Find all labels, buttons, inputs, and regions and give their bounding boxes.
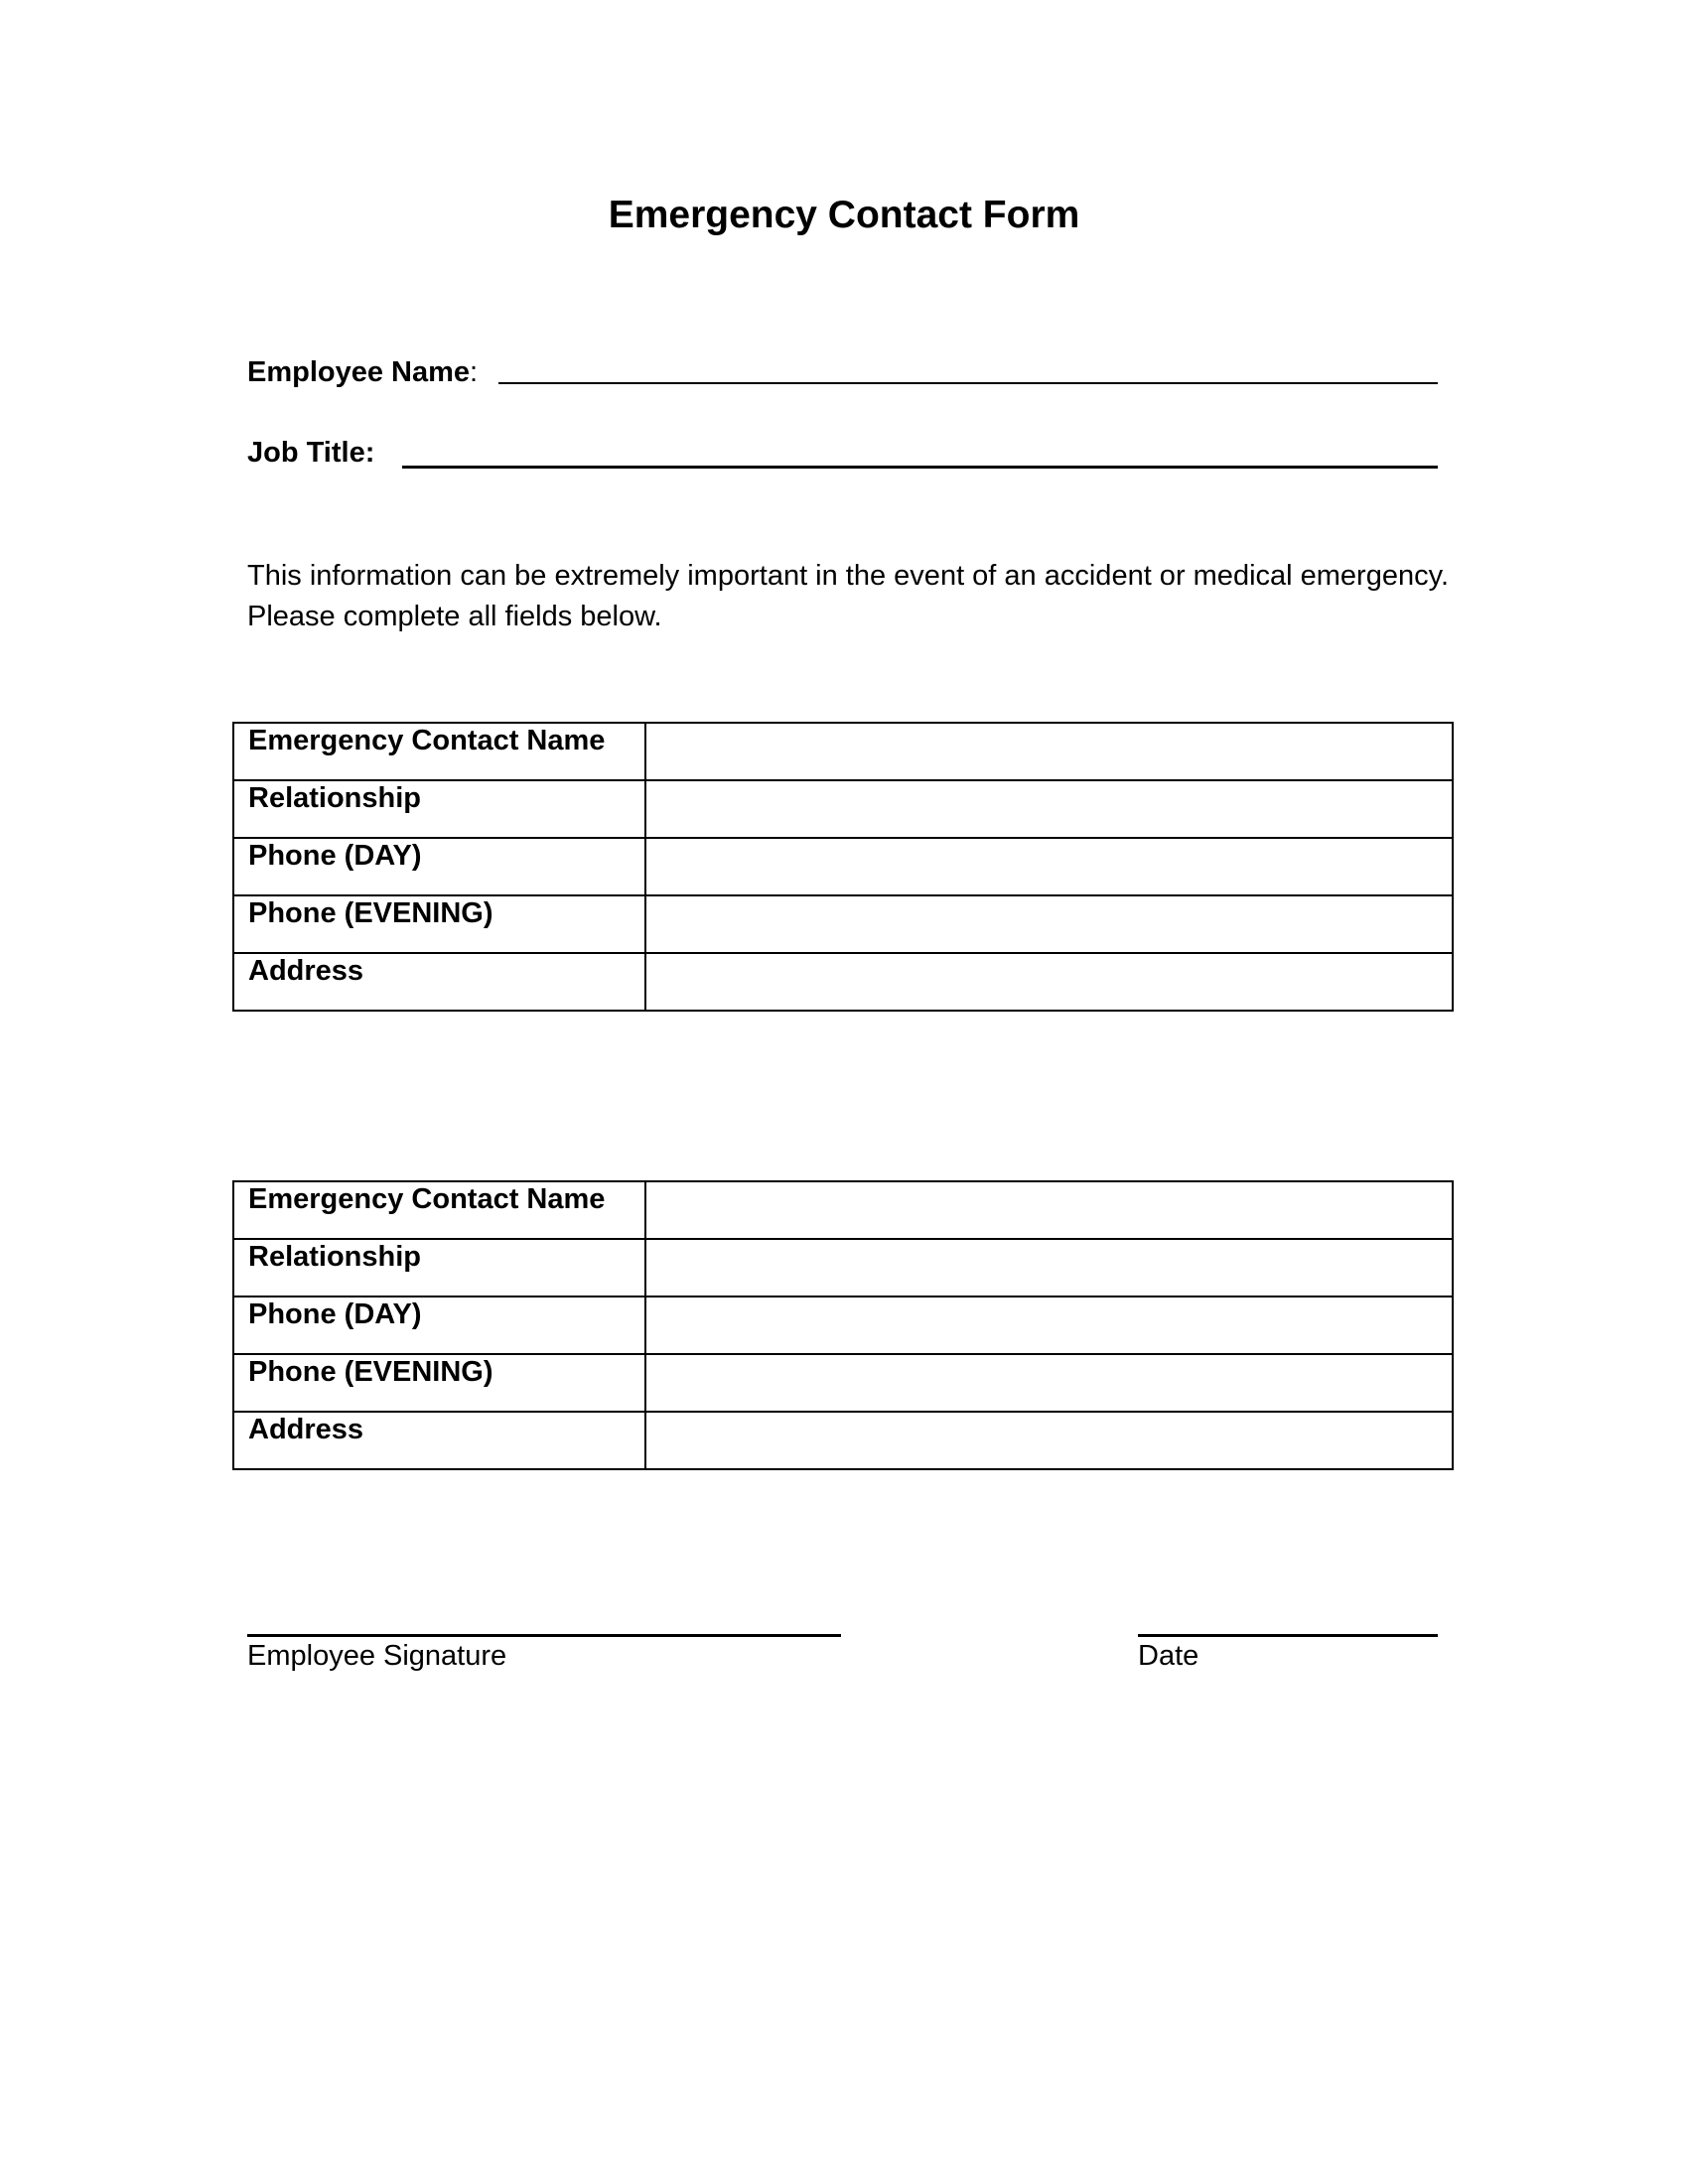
table-row <box>233 895 1453 953</box>
contact-2-phone-day-label: Phone (DAY) <box>233 1297 645 1354</box>
contact-1-phone-day-field[interactable] <box>645 838 1453 895</box>
job-title-label-wrap <box>247 435 374 471</box>
contact-1-relationship-label: Relationship <box>233 780 645 838</box>
contact-2-address-field[interactable] <box>645 1412 1453 1469</box>
contact-1-address-label: Address <box>233 953 645 1011</box>
table-row <box>233 1354 1453 1412</box>
contact-2-relationship-label: Relationship <box>233 1239 645 1297</box>
intro-text: This information can be extremely important in the event of an accident or medical emergency. Please complete all fields below. <box>247 560 1449 632</box>
emergency-contact-table-2 <box>232 1180 1454 1470</box>
contact-1-name-label: Emergency Contact Name <box>233 723 645 780</box>
contact-2-address-label: Address <box>233 1412 645 1469</box>
job-title-label: Job Title: <box>247 437 375 469</box>
job-title-field[interactable] <box>402 466 1438 469</box>
contact-1-name-field[interactable] <box>645 723 1453 780</box>
contact-1-phone-evening-field[interactable] <box>645 895 1453 953</box>
table-row <box>233 953 1453 1011</box>
date-label: Date <box>1138 1640 1199 1672</box>
employee-signature-label: Employee Signature <box>247 1640 507 1672</box>
contact-2-phone-evening-field[interactable] <box>645 1354 1453 1412</box>
contact-1-phone-day-label: Phone (DAY) <box>233 838 645 895</box>
table-row <box>233 838 1453 895</box>
contact-2-phone-evening-label: Phone (EVENING) <box>233 1354 645 1412</box>
table-row <box>233 780 1453 838</box>
emergency-contact-table-1 <box>232 722 1454 1012</box>
contact-2-phone-day-field[interactable] <box>645 1297 1453 1354</box>
employee-signature-field[interactable] <box>247 1634 841 1637</box>
table-row <box>233 1297 1453 1354</box>
table-row <box>233 1239 1453 1297</box>
employee-name-colon: : <box>470 356 479 388</box>
employee-name-label: Employee Name <box>247 356 471 388</box>
table-row <box>233 1412 1453 1469</box>
contact-2-name-field[interactable] <box>645 1181 1453 1239</box>
contact-1-address-field[interactable] <box>645 953 1453 1011</box>
contact-1-phone-evening-label: Phone (EVENING) <box>233 895 645 953</box>
contact-1-relationship-field[interactable] <box>645 780 1453 838</box>
table-row <box>233 723 1453 780</box>
date-field[interactable] <box>1138 1634 1438 1637</box>
contact-2-relationship-field[interactable] <box>645 1239 1453 1297</box>
table-row <box>233 1181 1453 1239</box>
page-title: Emergency Contact Form <box>608 194 1080 236</box>
contact-2-name-label: Emergency Contact Name <box>233 1181 645 1239</box>
employee-name-field[interactable] <box>498 382 1438 384</box>
employee-name-label-wrap <box>247 354 478 390</box>
